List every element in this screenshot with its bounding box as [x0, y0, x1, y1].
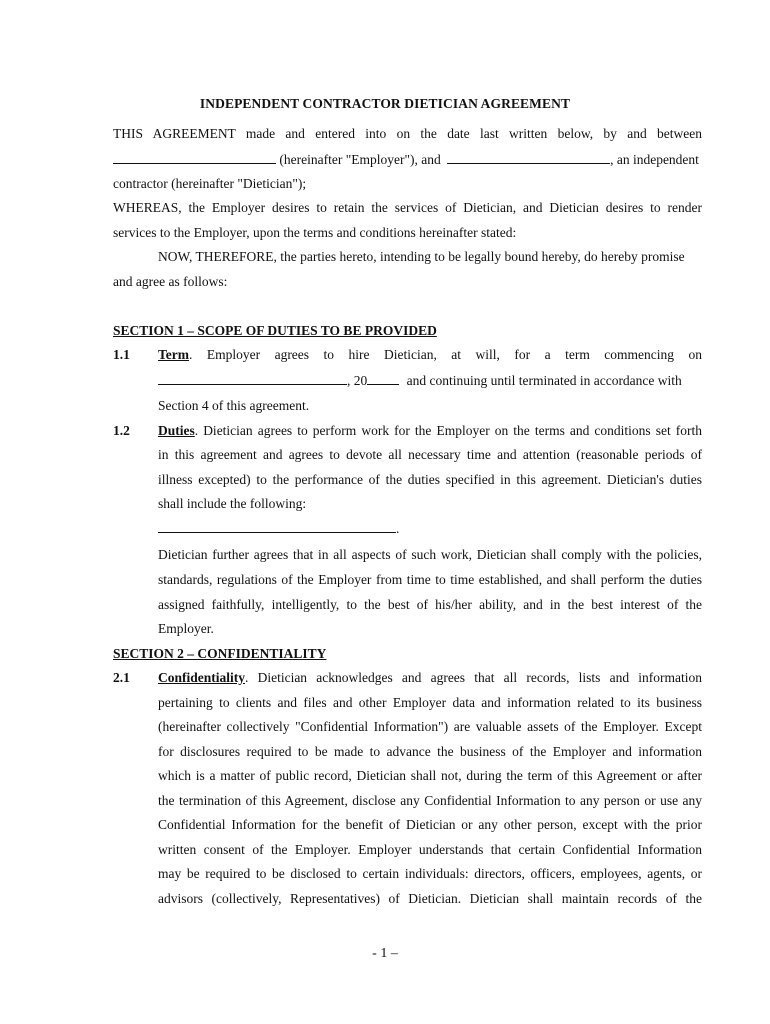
employer-name-field[interactable] [113, 151, 276, 164]
clause-1-2-line-4: shall include the following: [158, 496, 307, 511]
year-prefix: , 20 [347, 373, 368, 388]
clause-1-1-label: Term [158, 347, 189, 362]
clause-1-1-number: 1.1 [113, 347, 130, 362]
employer-suffix: (hereinafter "Employer"), and [279, 152, 441, 167]
clause-2-1-line-6: the termination of this Agreement, disclose any Confidential Information to any person or use any [158, 793, 702, 808]
clause-1-1-line-3: Section 4 of this agreement. [158, 398, 310, 413]
clause-1-2-p2-line-2: standards, regulations of the Employer from time to time established, and shall perform the duties [158, 572, 702, 587]
clause-2-1-line-8: written consent of the Employer. Employer understands that certain Confidential Information [158, 842, 702, 857]
clause-2-1-label: Confidentiality [158, 670, 246, 685]
page-number: - 1 – [372, 946, 398, 961]
clause-1-2-line-3: illness excepted) to the performance of the duties specified in this agreement. Dietician's duties [158, 472, 702, 487]
clause-2-1-line-1: Confidentiality. Dietician acknowledges and agrees that all records, lists and information [158, 670, 702, 685]
intro-line-3: contractor (hereinafter "Dietician"); [113, 176, 307, 191]
clause-1-2-p2-line-3: assigned faithfully, intelligently, to the best of his/her ability, and in the best interest of the [158, 597, 702, 612]
clause-1-2-line-1-text: Dietician agrees to perform work for the Employer on the terms and conditions set forth [203, 423, 702, 438]
duties-blank-line [158, 520, 399, 537]
clause-1-1-line-2-text: and continuing until terminated in accordance with [406, 373, 682, 388]
section-1-heading: SECTION 1 – SCOPE OF DUTIES TO BE PROVIDED [113, 323, 437, 338]
clause-1-2-p2-line-4: Employer. [158, 621, 214, 636]
clause-2-1-line-10: advisors (collectively, Representatives) of Dietician. Dietician shall maintain records of the [158, 891, 702, 906]
clause-2-1-line-2: pertaining to clients and files and other Employer data and information related to its business [158, 695, 702, 710]
section-2-heading: SECTION 2 – CONFIDENTIALITY [113, 646, 327, 661]
duties-field[interactable] [158, 520, 396, 533]
year-field[interactable] [367, 372, 399, 385]
whereas-line-1: WHEREAS, the Employer desires to retain the services of Dietician, and Dietician desires to render [113, 200, 702, 215]
clause-2-1-line-5: which is a matter of public record, Dietician shall not, during the term of this Agreement or after [158, 768, 702, 783]
dietician-name-field[interactable] [447, 151, 610, 164]
clause-2-1-number: 2.1 [113, 670, 130, 685]
clause-2-1-line-3: (hereinafter collectively "Confidential Information") are valuable assets of the Employer. Except [158, 719, 702, 734]
clause-1-2-line-2: in this agreement and agrees to devote all necessary time and attention (reasonable periods of [158, 447, 702, 462]
clause-1-1-line-1: Term. Employer agrees to hire Dietician, at will, for a term commencing on [158, 347, 703, 362]
duties-blank-end: . [396, 521, 400, 536]
intro-line-2 [113, 151, 702, 168]
clause-1-1-line-2 [158, 372, 702, 389]
now-therefore-line-1: NOW, THEREFORE, the parties hereto, intending to be legally bound hereby, do hereby promise [158, 249, 685, 264]
clause-2-1-line-4: for disclosures required to be made to advance the business of the Employer and information [158, 744, 702, 759]
clause-2-1-line-9: may be required to be disclosed to certain individuals: directors, officers, employees, agents, or [158, 866, 702, 881]
clause-2-1-line-7: Confidential Information for the benefit of Dietician or any other person, except with the prior [158, 817, 702, 832]
intro-line-1: THIS AGREEMENT made and entered into on the date last written below, by and between [113, 126, 702, 141]
start-date-field[interactable] [158, 372, 347, 385]
clause-2-1-line-1-text: Dietician acknowledges and agrees that all records, lists and information [257, 670, 702, 685]
independent-suffix: , an independent [610, 152, 699, 167]
clause-1-2-number: 1.2 [113, 423, 130, 438]
document-title: INDEPENDENT CONTRACTOR DIETICIAN AGREEMENT [199, 96, 571, 111]
whereas-line-2: services to the Employer, upon the terms and conditions hereinafter stated: [113, 225, 517, 240]
now-therefore-line-2: and agree as follows: [113, 274, 228, 289]
clause-1-2-p2-line-1: Dietician further agrees that in all aspects of such work, Dietician shall comply with the policies, [158, 547, 702, 562]
clause-1-2-line-1: Duties. Dietician agrees to perform work for the Employer on the terms and conditions set forth [158, 423, 702, 438]
clause-1-2-label: Duties [158, 423, 195, 438]
clause-1-1-line-1-text: Employer agrees to hire Dietician, at will, for a term commencing on [206, 347, 703, 362]
